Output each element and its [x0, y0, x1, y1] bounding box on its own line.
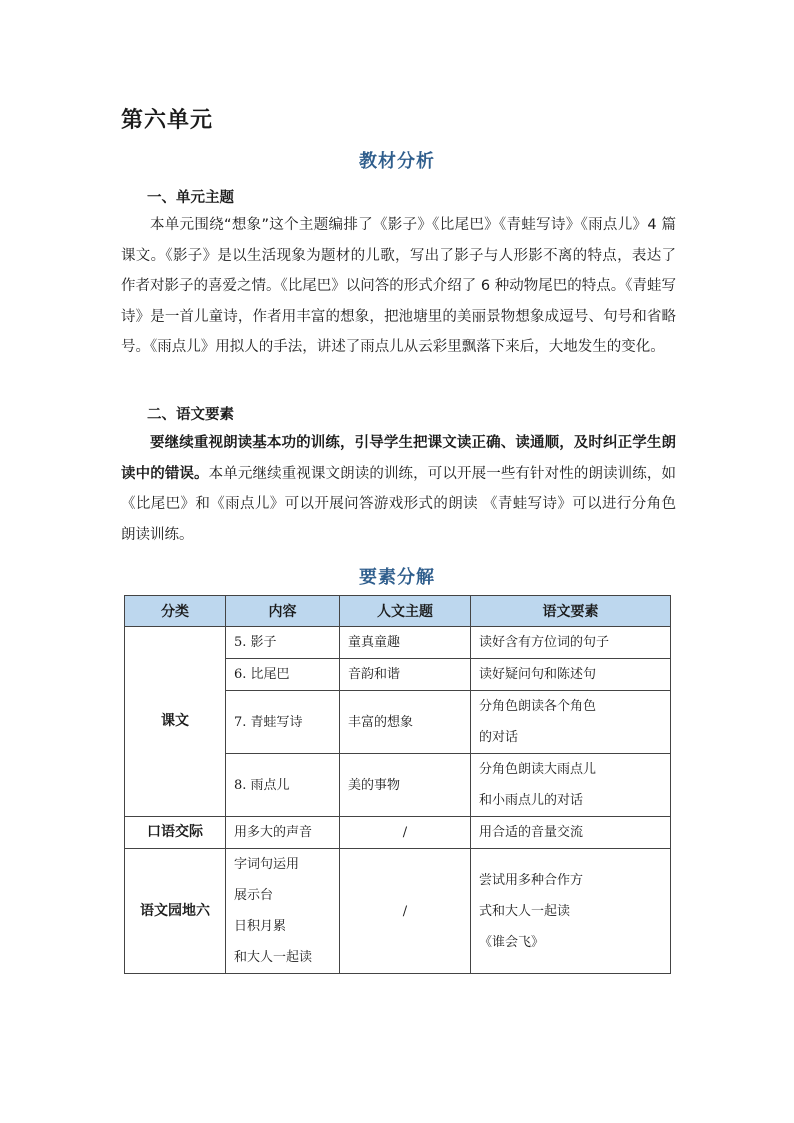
- element-bold-text: 要继续重视朗读基本功的训练，引导学生把课文读正确、读通顺，及时纠正学生朗读中的错误。: [121, 435, 676, 482]
- analysis-heading: 教材分析: [359, 151, 435, 172]
- content-line: 字词句运用: [234, 857, 300, 872]
- theme-cell: 音韵和谐: [340, 659, 471, 691]
- element-cell: [471, 691, 671, 754]
- table-header-row: [125, 596, 671, 627]
- column-header: 人文主题: [340, 596, 471, 627]
- content-line: 和大人一起读: [234, 950, 313, 965]
- content-cell: 6. 比尾巴: [226, 659, 340, 691]
- content-cell: 7. 青蛙写诗: [226, 691, 340, 754]
- element-cell: 读好含有方位词的句子: [471, 627, 671, 659]
- element-line: 尝试用多种合作方: [479, 872, 584, 888]
- element-cell: [471, 849, 671, 974]
- element-line: 《谁会飞》: [479, 934, 545, 950]
- element-paragraph: [121, 428, 676, 550]
- element-line: 式和大人一起读: [479, 903, 571, 919]
- element-line: 的对话: [479, 730, 519, 745]
- element-line: 和小雨点儿的对话: [479, 793, 584, 808]
- category-cell: 口语交际: [125, 817, 226, 849]
- content-line: 展示台: [234, 888, 274, 903]
- element-line: 分角色朗读各个角色: [479, 699, 597, 714]
- content-cell: 5. 影子: [226, 627, 340, 659]
- element-line: 分角色朗读大雨点儿: [479, 762, 597, 777]
- category-cell: 课文: [125, 627, 226, 817]
- element-body-text: 本单元继续重视课文朗读的训练，可以开展一些有针对性的朗读训练，如《比尾巴》和《雨点儿》可以开展问答游戏形式的朗读 《青蛙写诗》可以进行分角色朗读训练。: [121, 465, 677, 543]
- breakdown-table: [124, 595, 671, 974]
- element-cell: 用合适的音量交流: [471, 817, 671, 849]
- content-cell: 8. 雨点儿: [226, 754, 340, 817]
- table-row: [125, 849, 671, 974]
- element-cell: 读好疑问句和陈述句: [471, 659, 671, 691]
- content-line: 日积月累: [234, 919, 287, 934]
- theme-cell: /: [340, 817, 471, 849]
- category-cell: 语文园地六: [125, 849, 226, 974]
- element-cell: [471, 754, 671, 817]
- table-row: [125, 817, 671, 849]
- theme-cell: 童真童趣: [340, 627, 471, 659]
- column-header: 内容: [226, 596, 340, 627]
- theme-cell: /: [340, 849, 471, 974]
- theme-cell: 美的事物: [340, 754, 471, 817]
- theme-heading: 一、单元主题: [147, 190, 234, 206]
- content-cell: 用多大的声音: [226, 817, 340, 849]
- table-row: [125, 627, 671, 659]
- column-header: 分类: [125, 596, 226, 627]
- theme-paragraph: 本单元围绕“想象”这个主题编排了《影子》《比尾巴》《青蛙写诗》《雨点儿》4 篇课文。《影子》是以生活现象为题材的儿歌，写出了影子与人形影不离的特点，表达了作者对影子的喜爱之情。《比尾巴》以问答的形式介绍了 6 种动物尾巴的特点。《青蛙写诗》是一首儿童诗，作者用丰富的想象，把池塘里的美丽景物想象成逗号、句号和省略号。《雨点儿》用拟人的手法，讲述了雨点儿从云彩里飘落下来后，大地发生的变化。: [121, 217, 676, 355]
- page-title: 第六单元: [121, 108, 214, 133]
- element-heading: 二、语文要素: [147, 407, 234, 423]
- breakdown-heading: 要素分解: [359, 567, 435, 588]
- column-header: 语文要素: [471, 596, 671, 627]
- content-cell: [226, 849, 340, 974]
- theme-cell: 丰富的想象: [340, 691, 471, 754]
